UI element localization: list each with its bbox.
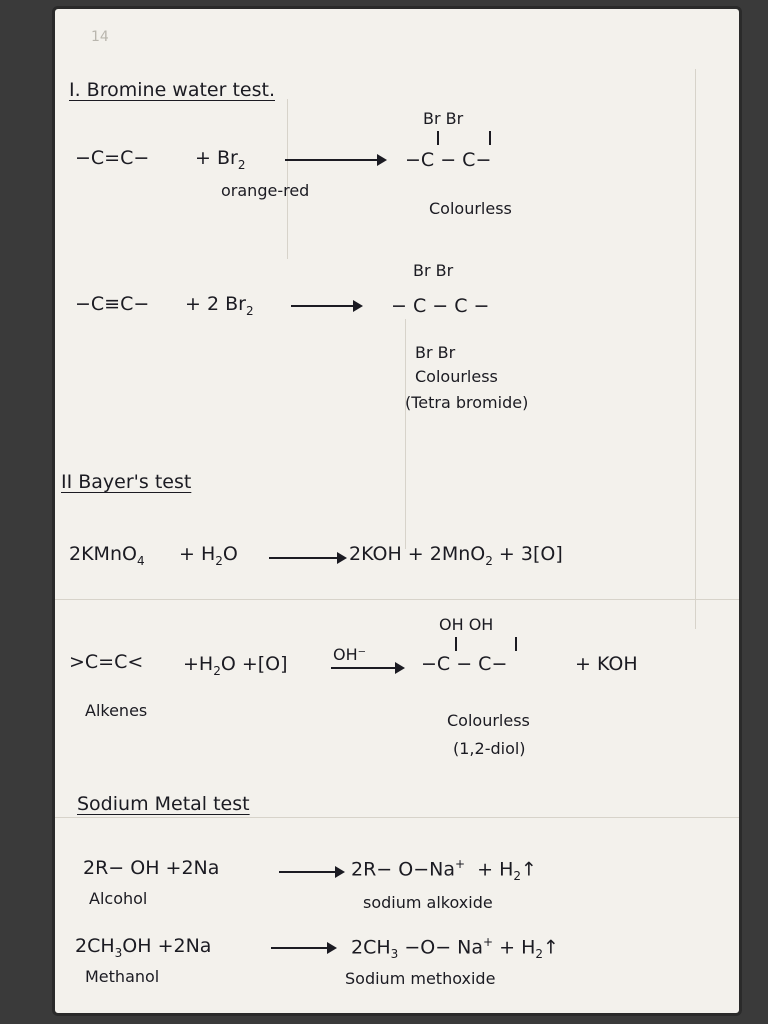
bond-line xyxy=(437,131,439,145)
tetrabromo-bottom: Br Br xyxy=(415,343,456,362)
bond-line xyxy=(515,637,517,651)
alkene-reactant: −C=C− xyxy=(75,147,150,169)
methanol-label: Methanol xyxy=(85,967,160,986)
methanol-reactants: $2CH_3OH +2Na$ xyxy=(75,935,212,960)
diol-label: (1,2-diol) xyxy=(453,739,526,758)
bayer-products: 2KOH + 2MnO$_2$ + 3[O] xyxy=(349,543,563,568)
show-through-line xyxy=(695,69,696,629)
hydroxide-condition: OH⁻ xyxy=(333,645,367,664)
reaction-arrow xyxy=(269,557,345,559)
sodium-title: Sodium Metal test xyxy=(77,793,250,815)
diol-top: OH OH xyxy=(439,615,494,634)
colourless-label: Colourless xyxy=(429,199,512,218)
alkoxide-label: sodium alkoxide xyxy=(363,893,493,912)
water-oxygen-reagent: $+H_2O +[O]$ xyxy=(183,653,288,678)
alkoxide-product: $2R- O-Na^+ + H_2↑$ xyxy=(351,857,537,884)
bond-line xyxy=(489,131,491,145)
diol-product: −C − C− xyxy=(421,653,508,675)
show-through-line xyxy=(55,599,742,600)
reaction-arrow xyxy=(285,159,385,161)
bromine-title: I. Bromine water test. xyxy=(69,79,275,101)
alkenes-label: Alkenes xyxy=(85,701,148,720)
alcohol-label: Alcohol xyxy=(89,889,148,908)
tetra-bromide-label: (Tetra bromide) xyxy=(405,393,529,412)
reaction-arrow xyxy=(279,871,343,873)
reaction-arrow xyxy=(291,305,361,307)
show-through-line xyxy=(287,99,288,259)
methoxide-product: $2CH_3 -O- Na^+$ + $H_2↑$ xyxy=(351,935,559,962)
permanganate-reactant: 2KMnO$_4$ xyxy=(69,543,145,568)
notebook-page xyxy=(52,6,742,1016)
alkyne-reactant: −C≡C− xyxy=(75,293,150,315)
methoxide-label: Sodium methoxide xyxy=(345,969,496,988)
tetrabromo-product: − C − C − xyxy=(391,295,490,317)
reaction-arrow xyxy=(331,667,403,669)
colourless-label: Colourless xyxy=(415,367,498,386)
dibromo-product: −C − C− xyxy=(405,149,492,171)
reaction-arrow xyxy=(271,947,335,949)
show-through-line xyxy=(55,817,742,818)
show-through-line xyxy=(405,319,406,549)
colourless-label: Colourless xyxy=(447,711,530,730)
tetrabromo-top: Br Br xyxy=(413,261,454,280)
orange-red-label: orange-red xyxy=(221,181,310,200)
bromine-reagent: + $Br_2$ xyxy=(195,147,246,172)
water-reagent: + $H_2O$ xyxy=(179,543,238,568)
dibromo-top: Br Br xyxy=(423,109,464,128)
bromine-2-reagent: + 2 $Br_2$ xyxy=(185,293,254,318)
alkene-reactant: >C=C< xyxy=(69,651,144,673)
koh-product: + KOH xyxy=(575,653,638,675)
bayer-title: II Bayer's test xyxy=(61,471,192,493)
page-number: 14 xyxy=(91,29,109,45)
bond-line xyxy=(455,637,457,651)
alcohol-reactants: 2R− OH +2Na xyxy=(83,857,220,879)
